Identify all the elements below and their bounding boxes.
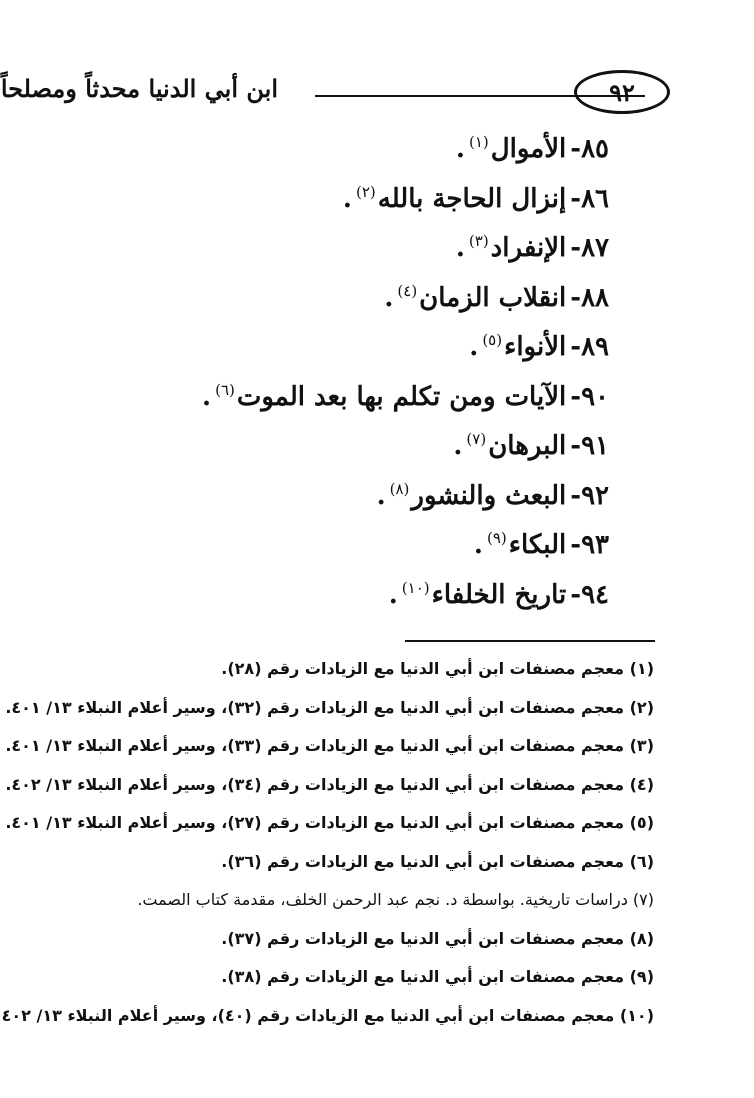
book-list: [189, 122, 609, 617]
footnote-ref: (٩): [486, 529, 507, 547]
entry-number: ٩١-: [570, 431, 609, 461]
entry-title: انقلاب الزمان: [419, 282, 567, 313]
footnote-ref: (٢): [355, 182, 376, 201]
entry-title: إنزال الحاجة بالله: [377, 183, 567, 214]
footnote-ref: (٨): [389, 479, 410, 498]
list-item: ٩٤-تاريخ الخلفاء$^{(١٠)}$.: [388, 578, 609, 610]
footnote: (٨) معجم مصنفات ابن أبي الدنيا مع الزيادات رقم (٣٧).: [221, 928, 654, 948]
footnote-ref: (١٠): [401, 578, 430, 597]
list-item: ٨٦-إنزال الحاجة بالله$^{(٢)}$.: [342, 182, 609, 214]
list-item: ٩١-البرهان$^{(٧)}$.: [453, 430, 609, 461]
entry-title: الأنواء: [504, 332, 567, 362]
entry-number: ٨٥-: [570, 134, 609, 164]
entry-number: ٩٤-: [570, 579, 609, 610]
entry-title: البكاء: [508, 530, 567, 560]
list-item: ٨٨-انقلاب الزمان$^{(٤)}$.: [384, 281, 609, 313]
footnote: (٢) معجم مصنفات ابن أبي الدنيا مع الزيادات رقم (٣٢)، وسير أعلام النبلاء ١٣/ ٤٠١.: [5, 697, 654, 717]
footnote: (٤) معجم مصنفات ابن أبي الدنيا مع الزيادات رقم (٣٤)، وسير أعلام النبلاء ١٣/ ٤٠٢.: [5, 774, 654, 794]
entry-title: الأموال: [490, 134, 567, 164]
entry-number: ٩٢-: [570, 480, 609, 511]
footnote-ref: (٦): [215, 380, 235, 399]
footnote: (٦) معجم مصنفات ابن أبي الدنيا مع الزيادات رقم (٣٦).: [221, 851, 654, 871]
entry-number: ٨٧-: [570, 233, 609, 263]
entry-number: ٨٩-: [570, 332, 609, 362]
entry-number: ٩٠-: [570, 381, 609, 412]
list-item: ٨٩-الأنواء$^{(٥)}$.: [469, 331, 609, 362]
footnote-ref: (٧): [466, 430, 487, 448]
entry-title: تاريخ الخلفاء: [431, 579, 567, 610]
footnote: (٧) دراسات تاريخية. بواسطة د. نجم عبد الرحمن الخلف، مقدمة كتاب الصمت.: [137, 890, 654, 909]
entry-number: ٨٨-: [570, 282, 609, 313]
footnote-ref: (٣): [468, 232, 489, 250]
footnote: (١) معجم مصنفات ابن أبي الدنيا مع الزيادات رقم (٢٨).: [221, 659, 654, 678]
entry-number: ٨٦-: [570, 183, 609, 214]
page-header: [0, 68, 670, 118]
footnote-ref: (٥): [482, 331, 503, 349]
footnote-separator: [405, 640, 655, 642]
entry-number: ٩٣-: [570, 530, 609, 560]
list-item: ٩٣-البكاء$^{(٩)}$.: [473, 529, 609, 560]
list-item: ٨٧-الإنفراد$^{(٣)}$.: [455, 232, 609, 263]
footnote: (٥) معجم مصنفات ابن أبي الدنيا مع الزيادات رقم (٢٧)، وسير أعلام النبلاء ١٣/ ٤٠١.: [5, 813, 654, 832]
list-item: ٩٠-الآيات ومن تكلم بها بعد الموت$^{(٦)}$.: [202, 380, 609, 412]
footnote: (٣) معجم مصنفات ابن أبي الدنيا مع الزيادات رقم (٣٣)، وسير أعلام النبلاء ١٣/ ٤٠١.: [5, 736, 654, 755]
list-item: ٩٢-البعث والنشور$^{(٨)}$.: [376, 479, 609, 511]
entry-title: البرهان: [488, 431, 567, 461]
entry-title: الإنفراد: [490, 233, 567, 263]
page-number: ٩٢: [609, 77, 635, 107]
entry-title: الآيات ومن تكلم بها بعد الموت: [236, 381, 567, 412]
footnote: (١٠) معجم مصنفات ابن أبي الدنيا مع الزيادات رقم (٤٠)، وسير أعلام النبلاء ١٣/ ٤٠٢: [1, 1005, 654, 1025]
footnote-ref: (٤): [397, 281, 418, 300]
list-item: ٨٥-الأموال$^{(١)}$.: [455, 133, 609, 164]
footnote: (٩) معجم مصنفات ابن أبي الدنيا مع الزيادات رقم (٣٨).: [221, 967, 654, 986]
header-title: ابن أبي الدنيا محدثاً ومصلحاً: [0, 74, 278, 103]
footnotes: [1, 656, 654, 1041]
entry-title: البعث والنشور: [411, 480, 567, 511]
page-number-oval: [574, 70, 670, 114]
footnote-ref: (١): [468, 133, 489, 151]
